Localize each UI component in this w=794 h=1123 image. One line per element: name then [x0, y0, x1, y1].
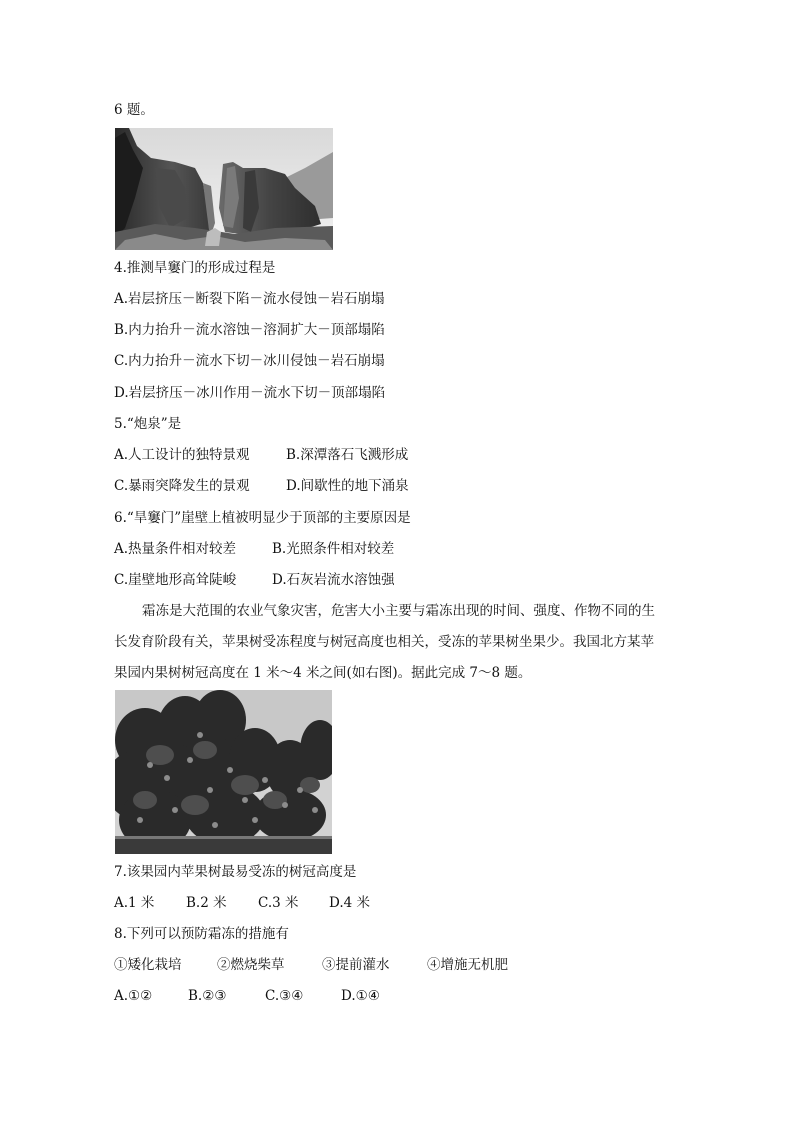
- q6-option-a: A.热量条件相对较差: [114, 541, 237, 557]
- apple-orchard-photo: [115, 690, 332, 854]
- q4-option-d: D.岩层挤压－冰川作用－流水下切－顶部塌陷: [114, 385, 386, 401]
- q8-item-2: ②燃烧柴草: [217, 957, 285, 973]
- passage-line-2: 长发育阶段有关，苹果树受冻程度与树冠高度也相关，受冻的苹果树坐果少。我国北方某苹: [114, 634, 654, 650]
- q8-item-1: ①矮化栽培: [114, 957, 182, 973]
- q8-option-a: A.①②: [114, 988, 153, 1004]
- q7-option-b: B.2 米: [186, 895, 227, 911]
- q6-option-b: B.光照条件相对较差: [272, 541, 395, 557]
- q4-stem: 4.推测旱窶门的形成过程是: [114, 260, 276, 276]
- q6-stem: 6.“旱窶门”崖壁上植被明显少于顶部的主要原因是: [114, 510, 411, 526]
- intro-tail: 6 题。: [114, 102, 154, 118]
- canyon-photo-graphic: [115, 128, 333, 250]
- q8-option-b: B.②③: [188, 988, 227, 1004]
- q7-option-a: A.1 米: [114, 895, 155, 911]
- q8-stem: 8.下列可以预防霜冻的措施有: [114, 926, 289, 942]
- q5-option-d: D.间歇性的地下涌泉: [286, 478, 409, 494]
- q8-item-3: ③提前灌水: [322, 957, 390, 973]
- q6-option-c: C.崖壁地形高耸陡峻: [114, 572, 237, 588]
- q6-option-d: D.石灰岩流水溶蚀强: [272, 572, 395, 588]
- q8-option-c: C.③④: [265, 988, 304, 1004]
- q7-stem: 7.该果园内苹果树最易受冻的树冠高度是: [114, 864, 357, 880]
- canyon-photo: [115, 128, 333, 250]
- passage-line-3: 果园内果树树冠高度在 1 米～4 米之间(如右图)。据此完成 7～8 题。: [114, 665, 532, 681]
- q8-option-d: D.①④: [341, 988, 380, 1004]
- apple-orchard-photo-graphic: [115, 690, 332, 854]
- q5-option-c: C.暴雨突降发生的景观: [114, 478, 250, 494]
- q4-option-c: C.内力抬升－流水下切－冰川侵蚀－岩石崩塌: [114, 353, 385, 369]
- q8-item-4: ④增施无机肥: [427, 957, 508, 973]
- q5-option-a: A.人工设计的独特景观: [114, 447, 250, 463]
- q5-option-b: B.深潭落石飞溅形成: [286, 447, 409, 463]
- q5-stem: 5.“炮泉”是: [114, 416, 182, 432]
- q7-option-d: D.4 米: [329, 895, 371, 911]
- passage-line-1: 霜冻是大范围的农业气象灾害，危害大小主要与霜冻出现的时间、强度、作物不同的生: [142, 603, 655, 619]
- q4-option-a: A.岩层挤压－断裂下陷－流水侵蚀－岩石崩塌: [114, 291, 385, 307]
- q4-option-b: B.内力抬升－流水溶蚀－溶洞扩大－顶部塌陷: [114, 322, 385, 338]
- q7-option-c: C.3 米: [258, 895, 299, 911]
